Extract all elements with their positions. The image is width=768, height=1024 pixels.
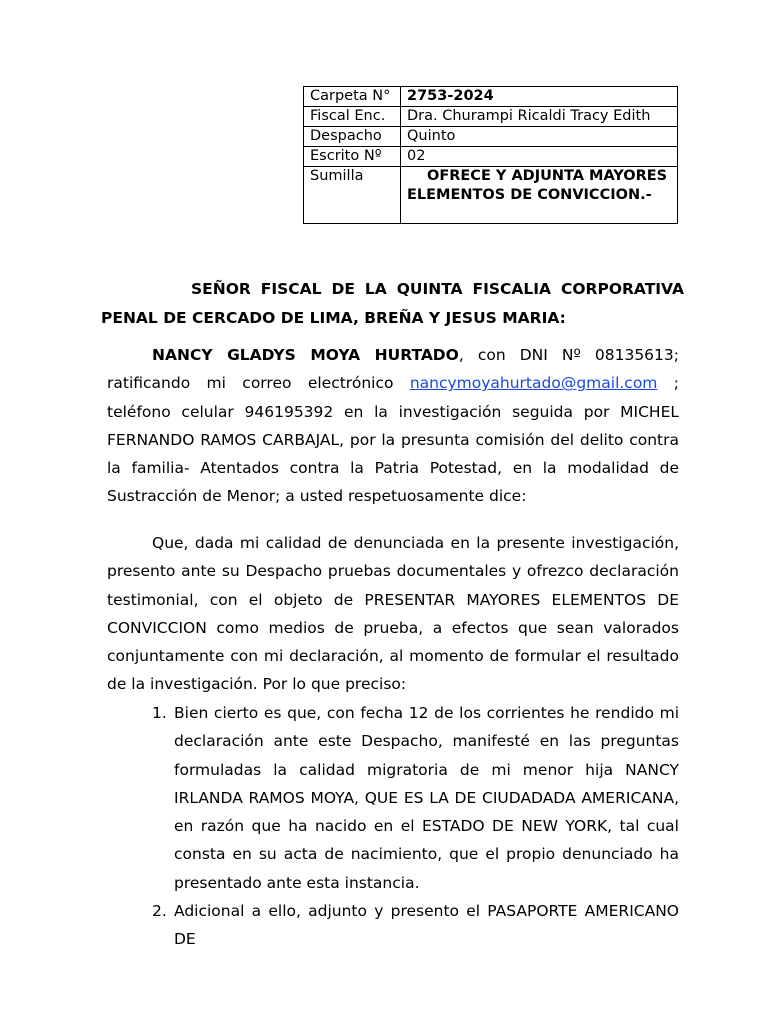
addressee-line-1: SEÑOR FISCAL DE LA QUINTA FISCALIA CORPORATIVA	[191, 280, 684, 298]
statement-text: Que, dada mi calidad de denunciada en la presente investigación, presento ante su Despacho pruebas documentales y ofrezco declaración testimonial, con el objeto de PRESENTAR MAYORES ELEMENTOS DE CONVICCION como medios de prueba, a efectos que sean valorados conjuntamente con mi declaración, al momento de formular el resultado de la investigación. Por lo que preciso:	[107, 534, 679, 694]
carpeta-label: Carpeta N°	[304, 87, 401, 107]
list-item	[107, 897, 679, 954]
escrito-row	[304, 147, 678, 167]
statement-indent	[107, 534, 152, 552]
addressee-heading	[101, 275, 684, 332]
email-link[interactable]: nancymoyahurtado@gmail.com	[409, 374, 658, 393]
sumilla-value: OFRECE Y ADJUNTA MAYORES ELEMENTOS DE CONVICCION.-	[407, 168, 668, 203]
case-info-table	[303, 86, 678, 224]
petitioner-name: NANCY GLADYS MOYA HURTADO	[152, 346, 459, 364]
despacho-label: Despacho	[304, 127, 401, 147]
list-item-text: Bien cierto es que, con fecha 12 de los corrientes he rendido mi declaración ante este Despacho, manifesté en las preguntas formuladas la calidad migratoria de mi menor hija NANCY IRLANDA RAMOS MOYA, QUE ES LA DE CIUDADADA AMERICANA, en razón que ha nacido en el ESTADO DE NEW YORK, tal cual consta en su acta de nacimiento, que el propio denunciado ha presentado ante esta instancia.	[174, 704, 679, 892]
escrito-value: 02	[401, 147, 678, 167]
statement-paragraph	[107, 529, 679, 699]
list-item-number: 1.	[152, 704, 167, 722]
fiscal-value: Dra. Churampi Ricaldi Tracy Edith	[401, 107, 678, 127]
intro-text-a: , con DNI Nº 08135613; ratificando mi correo electrónico	[107, 346, 679, 393]
carpeta-row	[304, 87, 678, 107]
despacho-row	[304, 127, 678, 147]
list-item-number: 2.	[152, 902, 167, 921]
fiscal-row	[304, 107, 678, 127]
intro-paragraph	[107, 341, 679, 511]
carpeta-value: 2753-2024	[401, 87, 678, 107]
sumilla-cell	[401, 167, 678, 224]
sumilla-row	[304, 167, 678, 224]
list-item	[107, 699, 679, 897]
intro-text-b: ; teléfono celular 946195392 en la investigación seguida por MICHEL FERNANDO RAMOS CARBAJAL, por la presunta comisión del delito contra la familia- Atentados contra la Patria Potestad, en la modalidad de Sustracción de Menor; a usted respetuosamente dice:	[107, 374, 679, 506]
list-item-text: Adicional a ello, adjunto y presento el PASAPORTE AMERICANO DE	[174, 902, 679, 949]
numbered-list	[107, 699, 679, 954]
despacho-value: Quinto	[401, 127, 678, 147]
escrito-label: Escrito Nº	[304, 147, 401, 167]
addressee-line-2: PENAL DE CERCADO DE LIMA, BREÑA Y JESUS MARIA:	[101, 308, 566, 327]
fiscal-label: Fiscal Enc.	[304, 107, 401, 127]
intro-indent	[107, 346, 152, 364]
sumilla-label: Sumilla	[304, 167, 401, 224]
